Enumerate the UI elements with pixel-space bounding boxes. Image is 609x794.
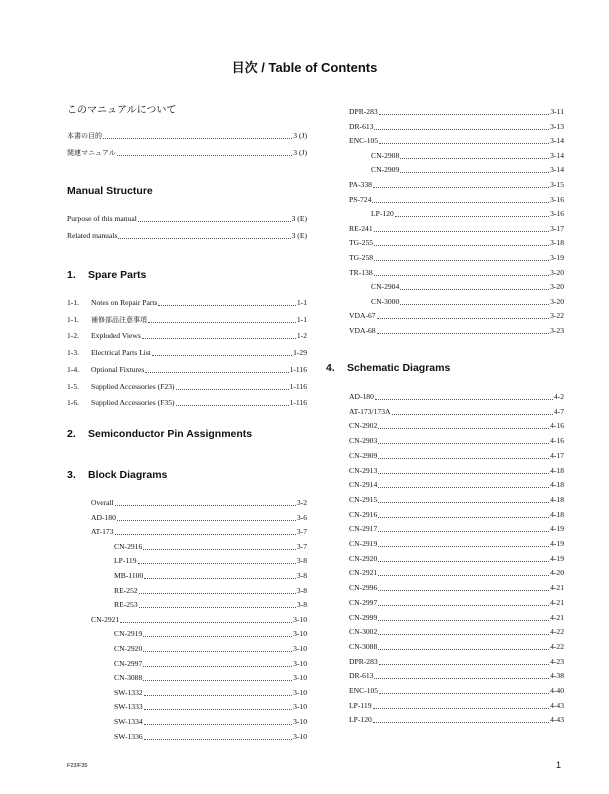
dot-leader [378,486,549,488]
toc-entry-label: CN-2914 [349,480,378,490]
toc-entry-label: CN-2916 [114,541,143,551]
toc-entry [349,237,564,249]
dot-leader [374,230,549,232]
toc-entry-label: CN-2917 [349,524,378,534]
dot-leader [378,560,549,562]
toc-entry-label: CN-2913 [349,465,378,475]
toc-entry [349,656,564,668]
toc-entry-label: RE-252 [114,585,138,595]
dot-leader [144,694,292,696]
toc-entry-page: 4-22 [550,627,564,637]
dot-leader [378,574,549,576]
toc-entry-page: 3-6 [296,512,307,522]
dot-leader [148,321,296,323]
toc-entry-page: 3-8 [296,585,307,595]
dot-leader [139,592,296,594]
toc-entry [349,479,564,491]
dot-leader [152,354,292,356]
toc-entry-label: ENC-105 [349,686,379,695]
dot-leader [373,186,549,188]
dot-leader [158,304,295,306]
dot-leader [145,371,288,373]
toc-entry [349,465,564,477]
toc-entry-label: Overall [91,498,114,507]
toc-entry [349,670,564,682]
dot-leader [138,562,296,564]
toc-entry [67,381,307,393]
dot-leader [374,677,549,679]
dot-leader [378,472,549,474]
dot-leader [373,707,550,709]
dot-leader [144,708,292,710]
heading-spare-parts [67,269,146,281]
dot-leader [378,633,549,635]
dot-leader [378,457,549,459]
toc-entry-page: 4-43 [550,700,564,710]
toc-entry-label: PS-724 [349,194,372,204]
dot-leader [379,692,549,694]
toc-entry [349,121,564,133]
toc-entry-page: 3-10 [293,629,307,639]
dot-leader [143,665,292,667]
toc-entry-page: 3 (E) [291,230,307,240]
toc-entry [91,526,307,538]
toc-entry-page: 4-22 [550,641,564,651]
section-title: Spare Parts [88,269,147,281]
toc-entry [114,628,307,640]
toc-entry-page: 4-43 [550,715,564,725]
toc-entry-page: 3 (E) [291,214,307,223]
toc-entry-label: Optional Fixtures [91,364,145,374]
footer-model: F23/F35 [67,763,88,769]
toc-entry [114,687,307,699]
heading-about-manual: このマニュアルについて [67,105,177,116]
toc-entry-label: TR-138 [349,267,373,277]
dot-leader [143,548,296,550]
toc-entry [349,612,564,624]
dot-leader [117,519,296,521]
toc-entry-page: 4-19 [550,539,564,548]
toc-entry-label: CN-2916 [349,509,378,519]
toc-entry-page: 3-10 [293,673,307,683]
toc-entry [114,701,307,713]
dot-leader [115,504,296,506]
dot-leader [400,157,549,159]
toc-entry [67,364,307,376]
toc-entry-page: 3-22 [550,311,564,321]
toc-entry [349,194,564,206]
toc-entry [114,658,307,670]
toc-entry [349,450,564,462]
dot-leader [103,137,292,139]
toc-entry-page: 1-1 [296,314,307,324]
toc-entry [349,597,564,609]
toc-entry-label: PA-338 [349,180,372,189]
toc-entry-label: ENC-105 [349,136,379,146]
toc-entry [91,614,307,626]
toc-entry-label: SW-1336 [114,731,143,741]
toc-entry-label: CN-2919 [349,539,378,548]
toc-entry [349,135,564,147]
toc-entry [349,325,564,337]
section-title: Semiconductor Pin Assignments [88,428,253,440]
dot-leader [375,398,553,400]
toc-entry-page: 4-18 [550,480,564,490]
toc-entry-page: 4-21 [550,583,564,593]
toc-entry [67,230,307,242]
dot-leader [400,288,549,290]
toc-entry-page: 1-116 [289,398,307,408]
toc-entry-page: 4-17 [550,450,564,460]
toc-entry-page: 4-19 [550,553,564,563]
toc-entry-label: AD-180 [91,512,116,522]
dot-leader [120,621,292,623]
dot-leader [377,332,550,334]
toc-entry-label: VDA-68 [349,326,376,335]
dot-leader [144,723,292,725]
toc-entry-page: 3-16 [550,209,564,219]
toc-entry-page: 3-7 [296,527,307,537]
toc-entry-label: CN-2997 [114,658,143,668]
toc-entry-label: AT-173/173A [349,406,391,416]
toc-entry [349,106,564,118]
toc-entry [349,523,564,535]
section-number: 3. [67,469,76,481]
toc-entry-page: 3-10 [293,687,307,697]
toc-entry [349,391,564,403]
toc-entry-label: DR-613 [349,671,374,681]
toc-entry-label: AT-173 [91,527,114,537]
page-title: 目次 / Table of Contents [231,60,378,75]
dot-leader [115,533,296,535]
dot-leader [176,388,289,390]
toc-entry-label: CN-2909 [349,450,378,460]
dot-leader [373,721,549,723]
heading-manual-structure: Manual Structure [67,185,153,197]
toc-entry-label: Supplied Accessories (F23) [91,381,175,391]
toc-entry-label: Supplied Accessories (F35) [91,398,175,408]
toc-entry-label: MB-1100 [114,571,144,580]
toc-entry [349,420,564,432]
toc-entry-number: 1-5. [67,381,80,391]
toc-entry [371,281,564,293]
toc-entry-page: 3-8 [296,600,307,610]
toc-entry-label: CN-2921 [91,614,120,624]
toc-entry-label: LP-119 [349,700,372,710]
toc-entry-page: 3-14 [550,150,564,160]
toc-entry [371,208,564,220]
toc-entry [67,314,307,326]
toc-entry-page: 4-2 [553,392,564,401]
toc-entry-label: Related manuals [67,230,118,240]
toc-entry-page: 3-10 [293,717,307,726]
toc-entry-label: RE-253 [114,600,138,610]
toc-entry [91,512,307,524]
toc-entry-page: 4-18 [550,509,564,519]
toc-entry-page: 4-21 [550,597,564,607]
toc-entry-label: CN-2903 [349,436,378,446]
dot-leader [400,303,549,305]
toc-entry-number: 1-2. [67,331,80,341]
toc-entry-page: 3-7 [296,541,307,551]
toc-entry-label: DPR-283 [349,656,378,666]
heading-schematic-diagrams [326,362,450,374]
toc-entry-label: CN-3088 [114,673,143,683]
toc-entry-page: 3-10 [293,644,307,653]
toc-entry-label: CN-2921 [349,568,378,578]
toc-entry [349,641,564,653]
toc-entry [114,643,307,655]
toc-entry-page: 3-8 [296,556,307,566]
toc-entry-label: RE-241 [349,223,373,233]
dot-leader [144,738,292,740]
toc-entry-label: 関連マニュアル [67,148,116,157]
toc-entry-label: LP-120 [349,715,372,725]
toc-entry [67,297,307,309]
toc-entry-label: LP-120 [371,209,394,219]
dot-leader [143,635,292,637]
toc-entry-page: 3-13 [550,121,564,131]
toc-entry [349,582,564,594]
dot-leader [138,220,291,222]
dot-leader [378,589,549,591]
dot-leader [379,142,549,144]
toc-entry-label: CN-2920 [349,553,378,563]
toc-entry-page: 3-19 [550,253,564,262]
footer-page-number: 1 [556,760,562,770]
dot-leader [176,404,289,406]
toc-entry-page: 4-23 [550,656,564,666]
toc-entry [67,213,307,225]
toc-entry-label: TG-258 [349,253,374,262]
dot-leader [372,201,549,203]
dot-leader [379,663,549,665]
toc-entry [114,541,307,553]
dot-leader [118,237,290,239]
toc-entry [349,553,564,565]
toc-entry [114,599,307,611]
toc-entry-label: LP-119 [114,556,137,566]
toc-entry-label: Electrical Parts List [91,348,151,358]
toc-entry [349,267,564,279]
toc-entry-page: 1-29 [293,348,307,358]
toc-entry-page: 4-7 [553,406,564,416]
toc-entry-page: 3-10 [293,658,307,668]
toc-entry-page: 3-11 [550,107,564,116]
toc-entry-page: 3-23 [550,326,564,335]
toc-entry-page: 3-10 [293,702,307,712]
toc-entry-page: 3-8 [296,571,307,580]
toc-entry [114,716,307,728]
toc-entry-label: CN-3000 [371,296,400,306]
dot-leader [378,530,549,532]
toc-entry-page: 4-38 [550,671,564,681]
toc-entry [349,223,564,235]
toc-entry-label: 本書の目的 [67,132,102,140]
dot-leader [144,577,296,579]
dot-leader [392,413,553,415]
dot-leader [378,442,549,444]
toc-entry-page: 1-2 [296,331,307,341]
toc-entry-label: AD-180 [349,392,374,401]
toc-entry-label: CN-2920 [114,644,143,653]
toc-entry-label: CN-2909 [371,165,400,175]
dot-leader [378,604,549,606]
toc-entry-page: 4-20 [550,568,564,578]
toc-entry-page: 1-1 [296,298,307,307]
toc-entry [67,130,307,142]
toc-entry-page: 3-2 [296,498,307,507]
toc-entry-label: CN-2908 [371,150,400,160]
toc-entry-label: CN-2919 [114,629,143,639]
toc-entry-label: CN-2999 [349,612,378,622]
dot-leader [378,545,549,547]
toc-entry-label: DPR-283 [349,107,378,116]
toc-entry-label: CN-2997 [349,597,378,607]
dot-leader [378,501,549,503]
toc-entry [114,731,307,743]
toc-entry [349,406,564,418]
dot-leader [378,619,549,621]
toc-entry [91,497,307,509]
toc-entry-page: 4-18 [550,465,564,475]
toc-entry [67,347,307,359]
toc-entry-label: CN-2996 [349,583,378,593]
toc-entry-page: 3 (J) [293,147,307,157]
toc-entry [349,252,564,264]
dot-leader [378,516,549,518]
dot-leader [143,679,292,681]
toc-entry [349,310,564,322]
toc-entry-page: 1-116 [289,364,307,374]
toc-entry-label: SW-1332 [114,687,143,697]
toc-entry-page: 3-10 [293,731,307,741]
toc-entry-label: CN-3088 [349,641,378,651]
toc-entry [349,538,564,550]
toc-entry [67,330,307,342]
toc-entry [67,147,307,159]
toc-entry-label: SW-1333 [114,702,143,712]
toc-entry-label: Exploded Views [91,331,141,341]
toc-entry-page: 3-20 [550,267,564,277]
toc-entry-page: 4-16 [550,421,564,431]
toc-entry-page: 3-10 [293,614,307,624]
toc-entry [114,555,307,567]
toc-entry-page: 4-21 [550,612,564,622]
toc-entry [114,570,307,582]
toc-entry-number: 1-3. [67,348,80,358]
toc-entry [349,509,564,521]
dot-leader [400,171,549,173]
toc-entry [349,435,564,447]
dot-leader [142,337,296,339]
dot-leader [378,427,549,429]
toc-entry-label: CN-2904 [371,282,400,292]
toc-entry [371,296,564,308]
toc-entry-page: 3-14 [550,136,564,146]
dot-leader [143,650,292,652]
toc-entry-page: 4-18 [550,494,564,504]
dot-leader [395,215,549,217]
dot-leader [139,606,296,608]
toc-entry-label: Purpose of this manual [67,214,137,223]
toc-entry-label: 補修部品注意事項 [91,315,147,324]
toc-entry-page: 3-16 [550,194,564,204]
toc-entry-page: 4-40 [550,686,564,695]
toc-entry-label: Notes on Repair Parts [91,298,158,307]
toc-entry-number: 1-6. [67,398,80,408]
toc-entry-page: 3-20 [550,282,564,292]
toc-entry [67,397,307,409]
toc-entry-label: VDA-67 [349,311,376,321]
toc-entry-page: 3-17 [550,223,564,233]
toc-entry [349,494,564,506]
section-title: Schematic Diagrams [347,362,451,374]
toc-entry-page: 3-20 [550,296,564,306]
toc-entry-label: DR-613 [349,121,374,131]
toc-entry-page: 1-116 [289,381,307,391]
section-number: 4. [326,362,335,374]
toc-entry [114,585,307,597]
toc-entry-page: 3 (J) [293,131,307,140]
toc-entry [349,685,564,697]
dot-leader [374,274,549,276]
toc-entry-page: 3-18 [550,238,564,248]
toc-entry [349,567,564,579]
toc-entry-number: 1-1. [67,314,80,324]
heading-semiconductor-pins [67,428,252,440]
section-number: 2. [67,428,76,440]
toc-entry-label: CN-3002 [349,627,378,637]
dot-leader [374,244,549,246]
dot-leader [379,113,550,115]
toc-entry [114,672,307,684]
toc-entry-page: 4-16 [550,436,564,446]
toc-entry-label: CN-2915 [349,494,378,504]
toc-entry [349,179,564,191]
toc-entry-page: 3-15 [550,180,564,189]
toc-entry [349,700,564,712]
dot-leader [377,317,550,319]
toc-entry-page: 3-14 [550,165,564,175]
toc-entry-label: CN-2902 [349,421,378,431]
dot-leader [374,259,549,261]
toc-entry [349,714,564,726]
dot-leader [117,154,293,156]
toc-entry-page: 4-19 [550,524,564,534]
section-title: Block Diagrams [88,469,168,481]
dot-leader [374,128,549,130]
toc-entry [371,164,564,176]
toc-entry [349,626,564,638]
toc-entry-label: SW-1334 [114,717,143,726]
toc-entry-number: 1-1. [67,298,80,307]
toc-entry [371,150,564,162]
toc-entry-number: 1-4. [67,364,80,374]
section-number: 1. [67,269,76,281]
dot-leader [378,648,549,650]
heading-block-diagrams [67,469,167,481]
toc-entry-label: TG-255 [349,238,374,248]
